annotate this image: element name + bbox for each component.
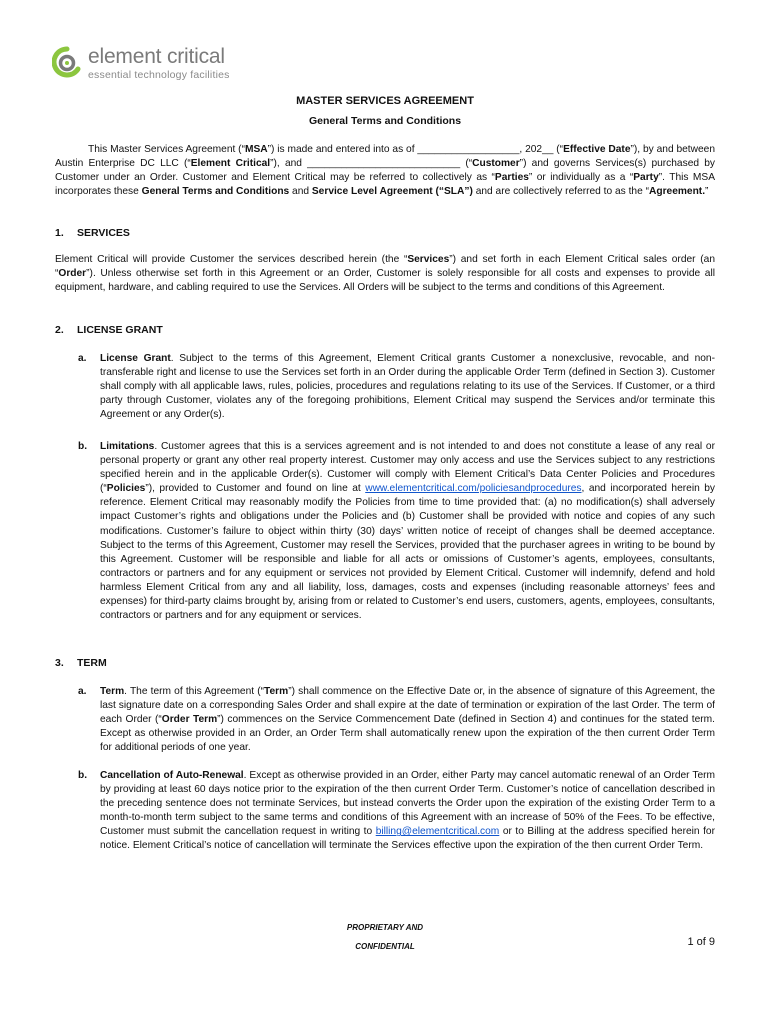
intro-paragraph: This Master Services Agreement (“MSA”) is made and entered into as of __________________, 202__ (“Effective Date”), by and between Austin Enterprise DC LLC (“Element Critical”), and ___________________________ (“Customer”) and governs Services(s) purchased by Customer under an Order. Customer and Element Critical may be referred to collectively as “Parties” or individually as a “Party”. This MSA incorporates these General Terms and Conditions and Service Level Agreement (“SLA”) and are collectively referred to as the “Agreement.”	[55, 144, 715, 198]
clause-text: Cancellation of Auto-Renewal. Except as otherwise provided in an Order, either Party may cancel automatic renewal of an Order Term by providing at least 60 days notice prior to the expiration of the then current Order Term. Customer’s notice of cancellation described in the preceding sentence does not terminate Services, but instead converts the Order upon the expiration of the existing Order Term to a month-to-month term subject to the same terms and conditions of this Agreement with an increase of 50% of the Fees. To be effective, Customer must submit the cancellation request in writing to billing@elementcritical.com or to Billing at the address specified herein for notice. Element Critical’s notice of cancellation will terminate the Services effective upon the expiration of the then current Order Term.	[100, 770, 715, 852]
policies-link[interactable]: www.elementcritical.com/policiesandprocedures	[365, 483, 582, 495]
logo-tagline: essential technology facilities	[88, 69, 230, 81]
clause-text: License Grant. Subject to the terms of this Agreement, Element Critical grants Customer a nonexclusive, revocable, and non-transferable right and license to use the Services set forth in an Order during the applicable Order Term (defined in Section 3). Customer shall comply with all applicable laws, rules, policies, procedures and regulations relating to its use of the Services. If Customer, or a third party through Customer, violates any of the foregoing prohibitions, Element Critical may suspend the Services and/or terminate this Agreement or any Order(s).	[100, 353, 715, 421]
element-critical-logo-mark	[52, 46, 82, 80]
section-heading-term: 3. TERM	[55, 657, 107, 669]
clause-label: b.	[78, 770, 88, 781]
clause-text: Limitations. Customer agrees that this is a services agreement and is not intended to and does not constitute a lease of any real or personal property or grant any other real property interest. Customer may only access and use the Services subject to any restrictions specified herein and in the applicable Order(s). Customer will comply with Element Critical’s Data Center Policies and Procedures (“Policies”), provided to Customer and found on line at www.elementcritical.com/policiesandprocedures, and incorporated herein by reference. Element Critical may reasonably modify the Policies from time to time provided that: (a) no modification(s) shall adversely impact Customer’s rights and obligations under the Policies and (b) Customer shall be provided with notice and copies of any such modifications. Customer’s failure to object within thirty (30) days’ written notice of receipt of changes shall be deemed acceptance. Subject to the terms of this Agreement, Customer may resell the Services, provided that the purchaser agrees in writing to be bound by this Agreement. Customer will be responsible and liable for all acts or omissions of Customer’s agents, employees, consultants, contractors or partners and for any equipment or services not provided by Element Critical. Customer will indemnify, defend and hold harmless Element Critical from any and all liability, loss, damages, costs and expenses (including reasonable attorneys’ fees and expenses) for third-party claims brought by, arising from or related to Customer’s end users, customers, agents, employees, consultants, contractors or partners and for any equipment or services.	[100, 441, 715, 622]
clause-label: a.	[78, 353, 87, 364]
logo-brand-name: element critical	[88, 45, 225, 68]
document-title: MASTER SERVICES AGREEMENT	[296, 95, 474, 107]
billing-email-link[interactable]: billing@elementcritical.com	[375, 826, 500, 838]
company-logo	[52, 44, 242, 86]
clause-label: a.	[78, 686, 87, 697]
section-heading-license-grant: 2. LICENSE GRANT	[55, 324, 163, 336]
page-number: 1 of 9	[687, 936, 715, 948]
section-heading-services: 1. SERVICES	[55, 227, 130, 239]
clause-label: b.	[78, 441, 88, 452]
section-services-paragraph: Element Critical will provide Customer the services described herein (the “Services”) and set forth in each Element Critical sales order (an “Order”). Unless otherwise set forth in this Agreement or an Order, Customer is solely responsible for all costs and expenses to provide all equipment, hardware, and cabling required to use the Services. All Orders will be subject to the terms and conditions of this Agreement.	[55, 254, 715, 294]
confidentiality-footer: PROPRIETARY AND CONFIDENTIAL	[346, 923, 424, 951]
document-header	[0, 94, 770, 128]
document-subtitle: General Terms and Conditions	[308, 115, 462, 127]
clause-text: Term. The term of this Agreement (“Term”) shall commence on the Effective Date or, in the absence of signature of this Agreement, the last signature date on a corresponding Sales Order and shall expire at the date of termination or expiration of the last Order. The term of each Order (“Order Term”) commences on the Service Commencement Date (defined in Section 4) and continues for the stated term. Except as otherwise provided in an Order, an Order Term shall automatically renew upon the expiration of the then current Order Term for additional periods of one year.	[100, 686, 716, 754]
